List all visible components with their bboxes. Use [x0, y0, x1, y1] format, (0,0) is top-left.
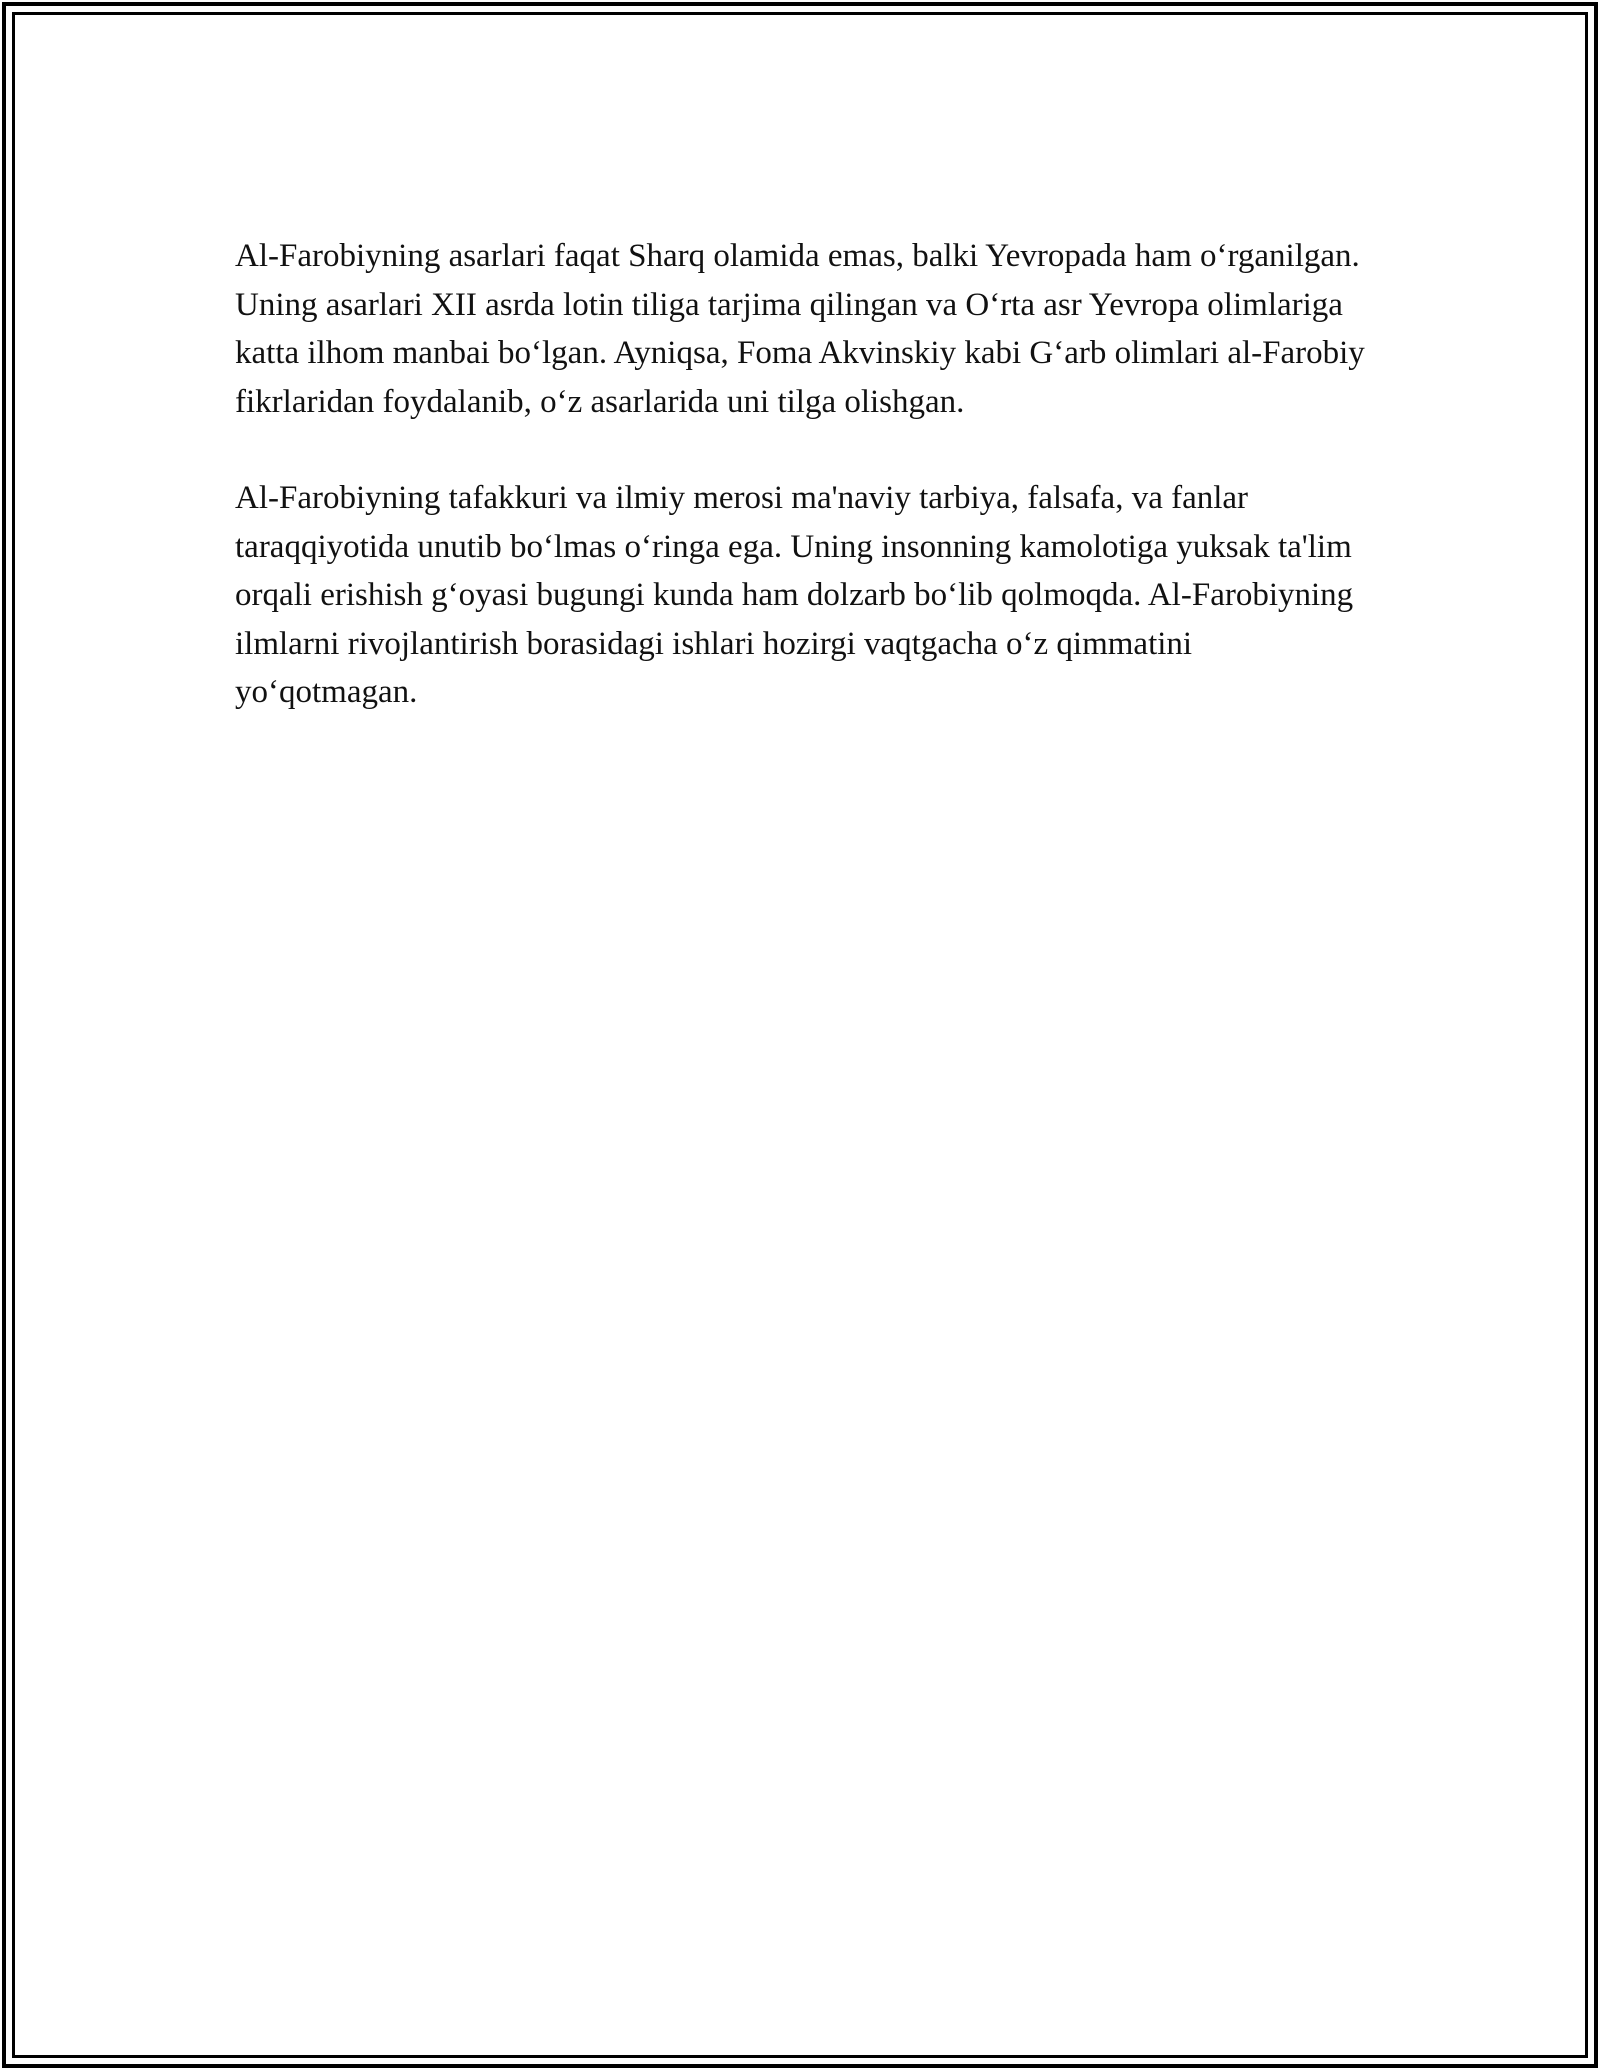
- paragraph-2: Al-Farobiyning tafakkuri va ilmiy merosi ma'naviy tarbiya, falsafa, va fanlar taraqqiyotida unutib bo‘lmas o‘ringa ega. Uning insonning kamolotiga yuksak ta'lim orqali erishish g‘oyasi bugungi kunda ham dolzarb bo‘lib qolmoqda. Al-Farobiyning ilmlarni rivojlantirish borasidagi ishlari hozirgi vaqtgacha o‘z qimmatini yo‘qotmagan.: [235, 480, 1354, 710]
- document-body: [235, 232, 1370, 765]
- paragraph-1: Al-Farobiyning asarlari faqat Sharq olamida emas, balki Yevropada ham o‘rganilgan. Uning asarlari XII asrda lotin tiliga tarjima qilingan va O‘rta asr Yevropa olimlariga katta ilhom manbai bo‘lgan. Ayniqsa, Foma Akvinskiy kabi G‘arb olimlari al-Farobiy fikrlaridan foydalanib, o‘z asarlarida uni tilga olishgan.: [235, 238, 1365, 420]
